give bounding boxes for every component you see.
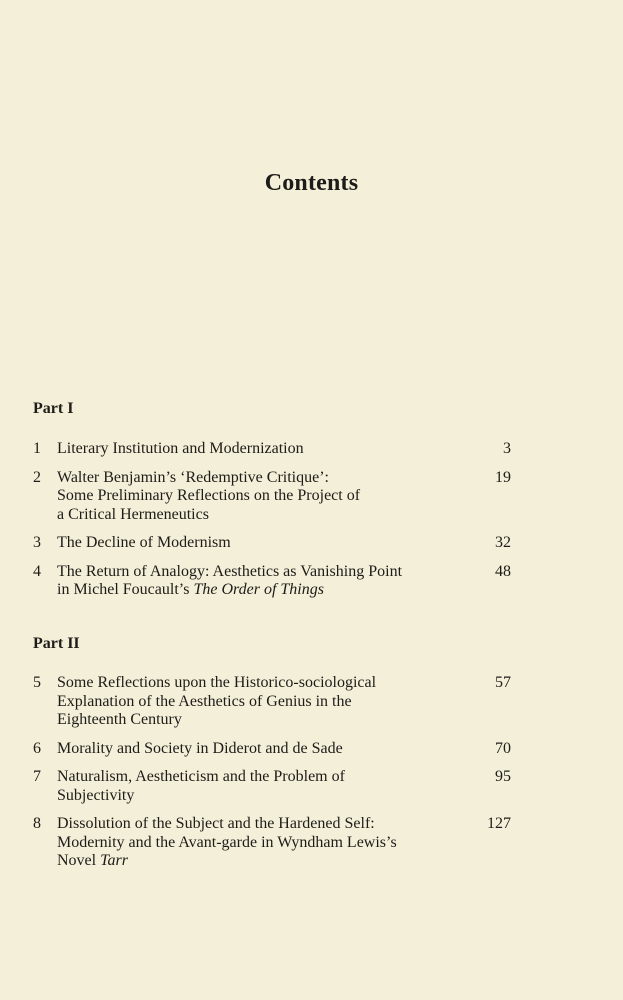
page-number: 32: [495, 534, 511, 551]
chapter-number: 4: [33, 562, 41, 580]
chapter-title-line: Subjectivity: [57, 786, 135, 804]
chapter-number: 6: [33, 739, 41, 757]
chapter-title: Some Reflections upon the Historico-sociological: [57, 674, 377, 691]
part-2-entries: [33, 674, 513, 881]
toc-entry-2[interactable]: [33, 469, 513, 525]
chapter-title-line: [57, 852, 453, 871]
italic-book-title: Tarr: [100, 852, 128, 869]
chapter-title-line: Modernity and the Avant-garde in Wyndham Lewis’s: [57, 833, 397, 851]
part-1-heading: Part I: [33, 400, 74, 417]
chapter-title-line: a Critical Hermeneutics: [57, 505, 209, 523]
page-number: 70: [495, 739, 511, 757]
toc-entry-6[interactable]: [33, 740, 513, 759]
chapter-title: Morality and Society in Diderot and de Sade: [57, 739, 343, 757]
italic-book-title: The Order of Things: [193, 581, 324, 598]
chapter-number: 2: [33, 468, 41, 486]
page-number: 48: [495, 562, 511, 580]
page-number: 19: [495, 468, 511, 486]
toc-entry-3[interactable]: [33, 534, 513, 553]
chapter-title-line: Explanation of the Aesthetics of Genius in the: [57, 692, 352, 710]
part-1-entries: [33, 440, 513, 610]
page-number: 127: [487, 815, 511, 832]
page-number: 3: [503, 440, 511, 457]
page-number: 57: [495, 674, 511, 691]
chapter-number: 8: [33, 815, 41, 832]
toc-entry-7[interactable]: [33, 768, 513, 805]
title-prefix: Novel: [57, 852, 101, 869]
chapter-number: 1: [33, 440, 41, 457]
chapter-title: Literary Institution and Modernization: [57, 440, 304, 457]
page-title: Contents: [264, 170, 359, 196]
toc-entry-4[interactable]: [33, 563, 513, 600]
chapter-title-line: Eighteenth Century: [57, 711, 182, 728]
chapter-title-line: Some Preliminary Reflections on the Project of: [57, 487, 361, 504]
title-prefix: in Michel Foucault’s: [57, 581, 194, 598]
chapter-title: The Decline of Modernism: [57, 534, 231, 551]
toc-entry-5[interactable]: [33, 674, 513, 730]
chapter-title: Naturalism, Aestheticism and the Problem of: [57, 768, 345, 785]
chapter-title: Walter Benjamin’s ‘Redemptive Critique’:: [57, 468, 329, 486]
chapter-title-line: [57, 581, 453, 600]
chapter-number: 5: [33, 674, 41, 691]
page-number: 95: [495, 768, 511, 785]
chapter-number: 3: [33, 534, 41, 551]
chapter-title: The Return of Analogy: Aesthetics as Vanishing Point: [57, 562, 403, 580]
toc-entry-1[interactable]: [33, 440, 513, 459]
chapter-title: Dissolution of the Subject and the Hardened Self:: [57, 815, 375, 832]
chapter-number: 7: [33, 768, 41, 785]
toc-entry-8[interactable]: [33, 815, 513, 871]
part-2-heading: Part II: [33, 635, 80, 652]
